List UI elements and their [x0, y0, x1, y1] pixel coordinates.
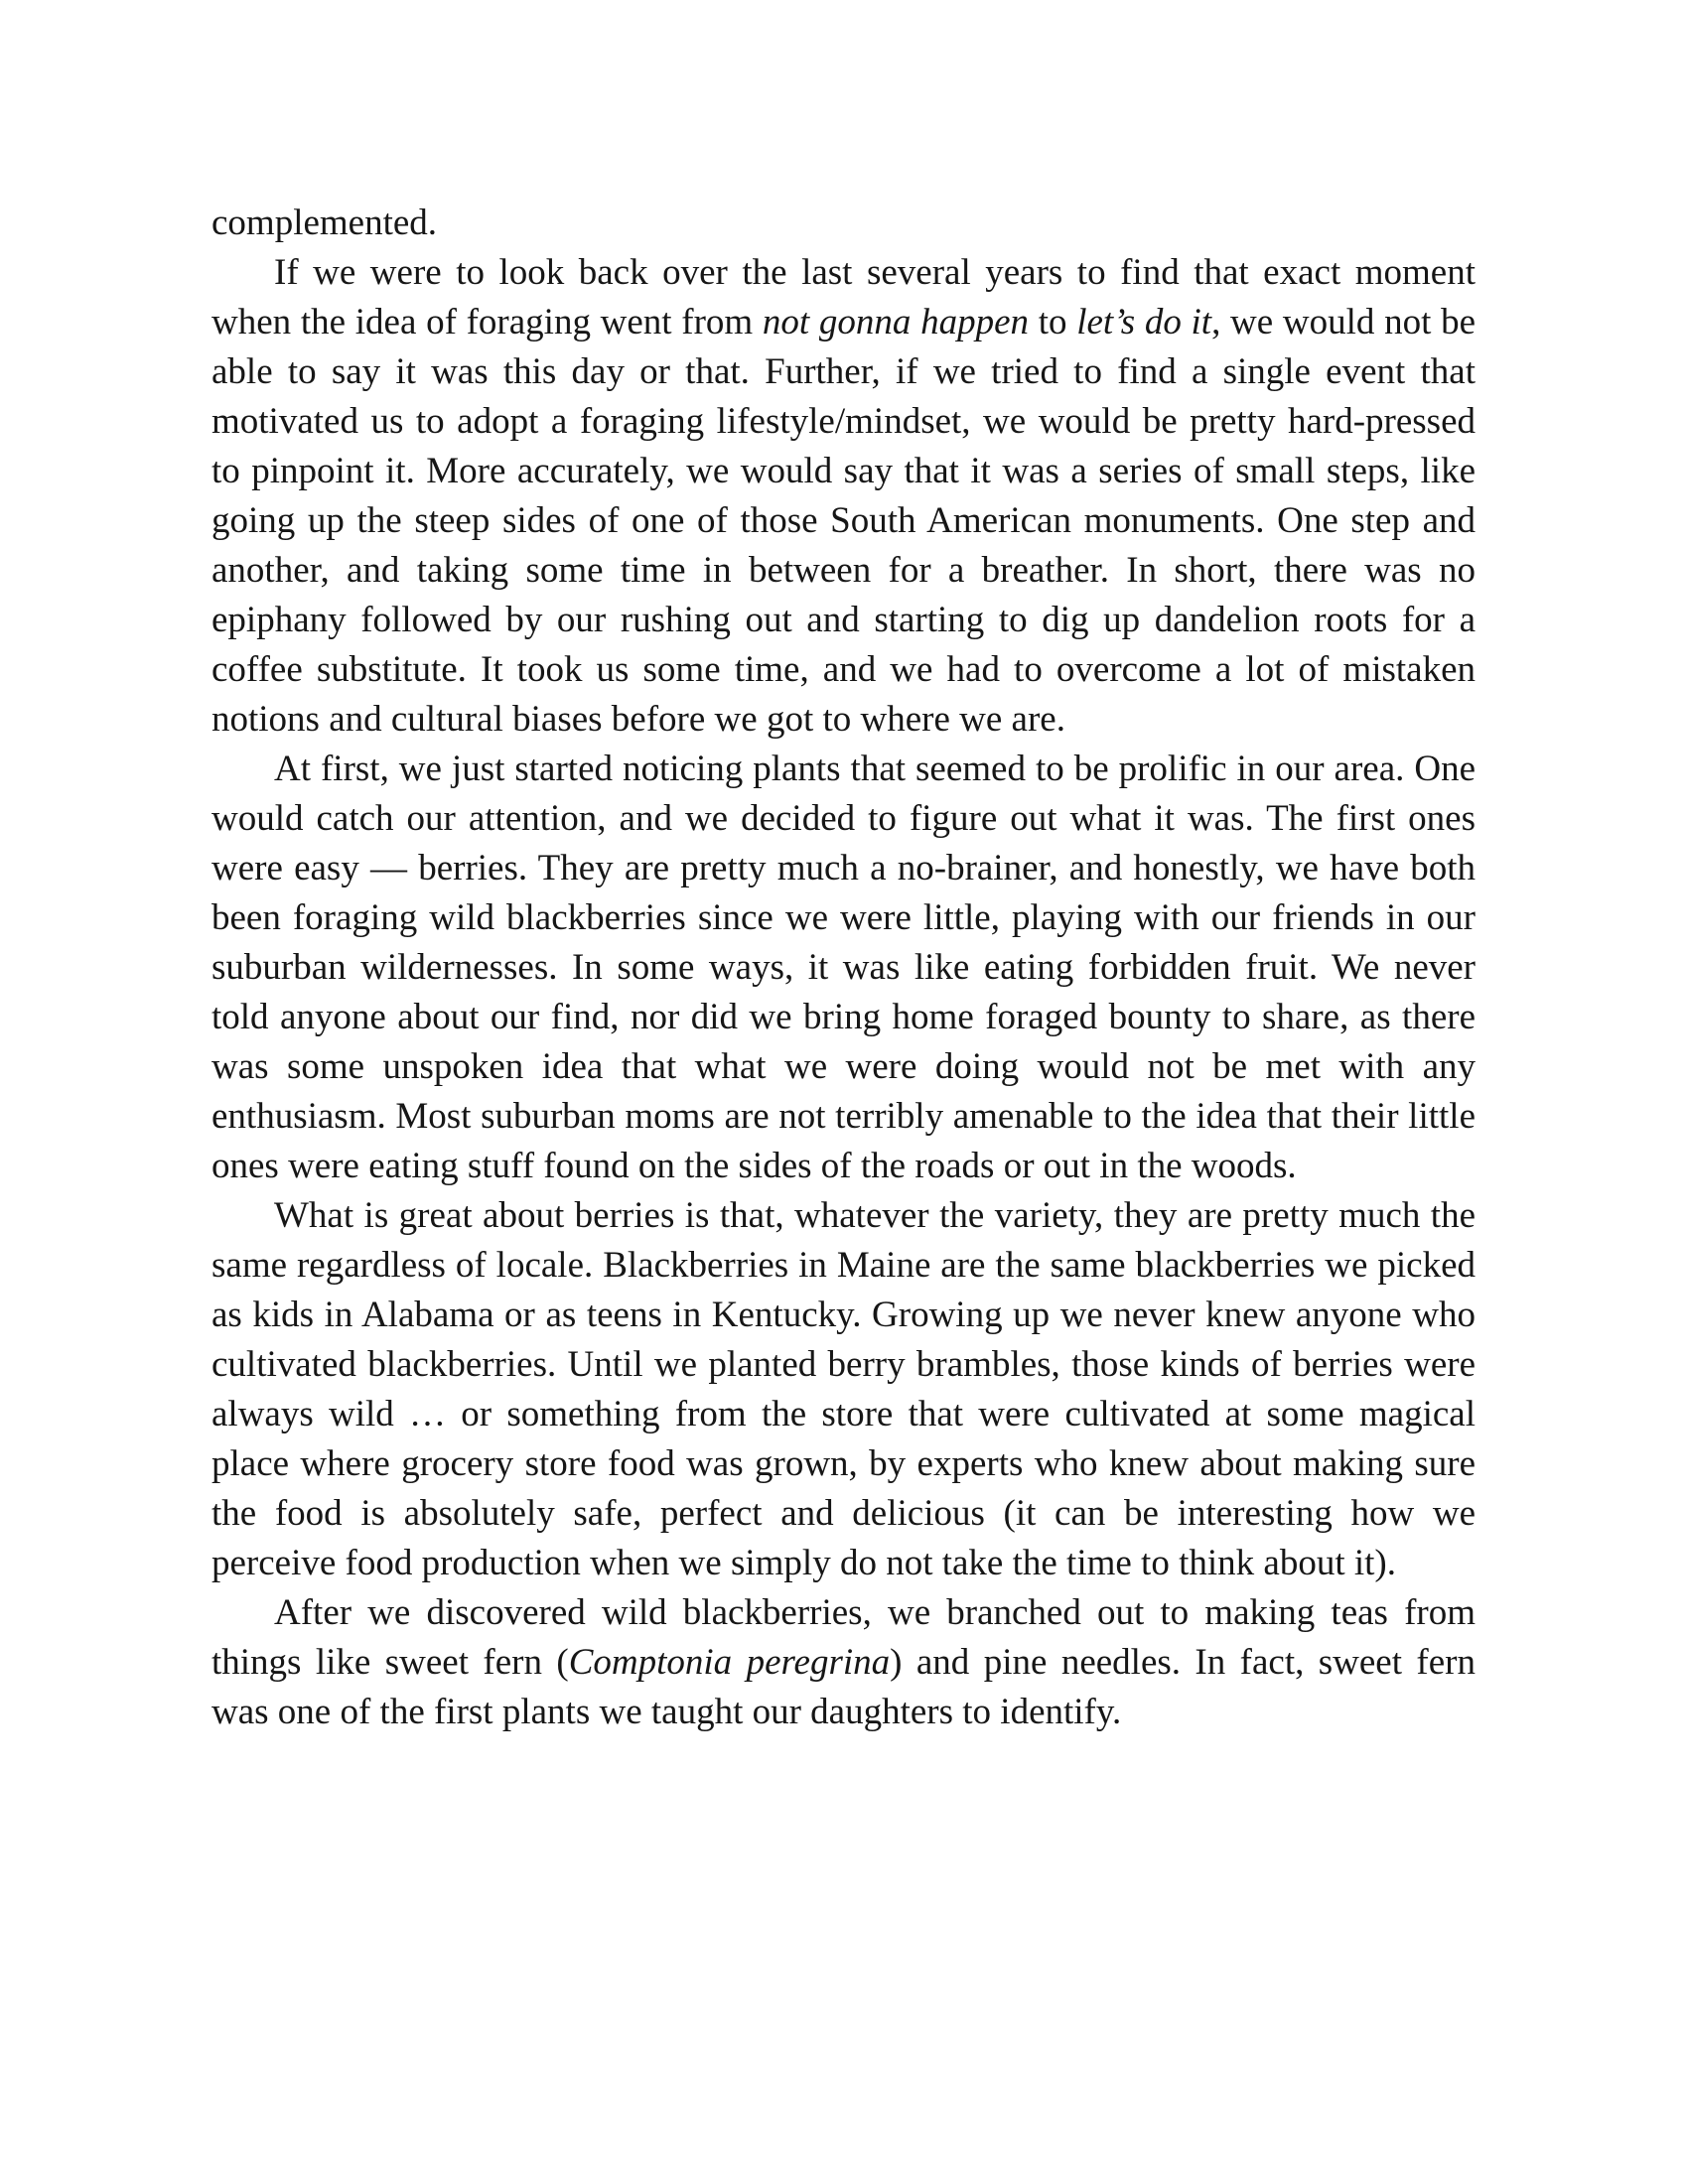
- paragraph-2-text: If we were to look back over the last several years to find that exact moment when the idea of foraging went from: [211, 252, 1476, 342]
- paragraph-3-text: At first, we just started noticing plants that seemed to be prolific in our area. One would catch our attention, and we decided to figure out what it was. The first ones were easy — berries. They are pretty much a no-brainer, and honestly, we have both been foraging wild blackberries since we were little, playing with our friends in our suburban wildernesses. In some ways, it was like eating forbidden fruit. We never told anyone about our find, nor did we bring home foraged bounty to share, as there was some unspoken idea that what we were doing would not be met with any enthusiasm. Most suburban moms are not terribly amenable to the idea that their little ones were eating stuff found on the sides of the roads or out in the woods.: [211, 749, 1476, 1186]
- paragraph-5-text: ) and pine needles. In fact, sweet fern was one of the first plants we taught our daughters to identify.: [211, 1642, 1476, 1732]
- paragraph-3: [211, 745, 1476, 1191]
- paragraph-5-scientific-name: Comptonia peregrina: [568, 1642, 891, 1683]
- paragraph-1: [211, 199, 1476, 248]
- paragraph-2-text: , we would not be able to say it was this day or that. Further, if we tried to find a single event that motivated us to adopt a foraging lifestyle/mindset, we would be pretty hard-pressed to pinpoint it. More accurately, we would say that it was a series of small steps, like going up the steep sides of one of those South American monuments. One step and another, and taking some time in between for a breather. In short, there was no epiphany followed by our rushing out and starting to dig up dandelion roots for a coffee substitute. It took us some time, and we had to overcome a lot of mistaken notions and cultural biases before we got to where we are.: [211, 302, 1476, 740]
- paragraph-2-emphasis: not gonna happen: [762, 302, 1029, 342]
- paragraph-2-emphasis: let’s do it: [1076, 302, 1212, 342]
- paragraph-2: [211, 248, 1476, 745]
- paragraph-4-text: What is great about berries is that, whatever the variety, they are pretty much the same regardless of locale. Blackberries in Maine are the same blackberries we picked as kids in Alabama or as teens in Kentucky. Growing up we never knew anyone who cultivated blackberries. Until we planted berry brambles, those kinds of berries were always wild … or something from the store that were cultivated at some magical place where grocery store food was grown, by experts who knew about making sure the food is absolutely safe, perfect and delicious (it can be interesting how we perceive food production when we simply do not take the time to think about it).: [211, 1195, 1476, 1583]
- page-body: [211, 199, 1476, 1737]
- paragraph-1-text: complemented.: [211, 203, 438, 243]
- paragraph-5: [211, 1588, 1476, 1737]
- paragraph-4: [211, 1191, 1476, 1588]
- paragraph-2-text: to: [1029, 302, 1077, 342]
- paragraph-5-text: After we discovered wild blackberries, we branched out to making teas from things like sweet fern (: [211, 1592, 1476, 1683]
